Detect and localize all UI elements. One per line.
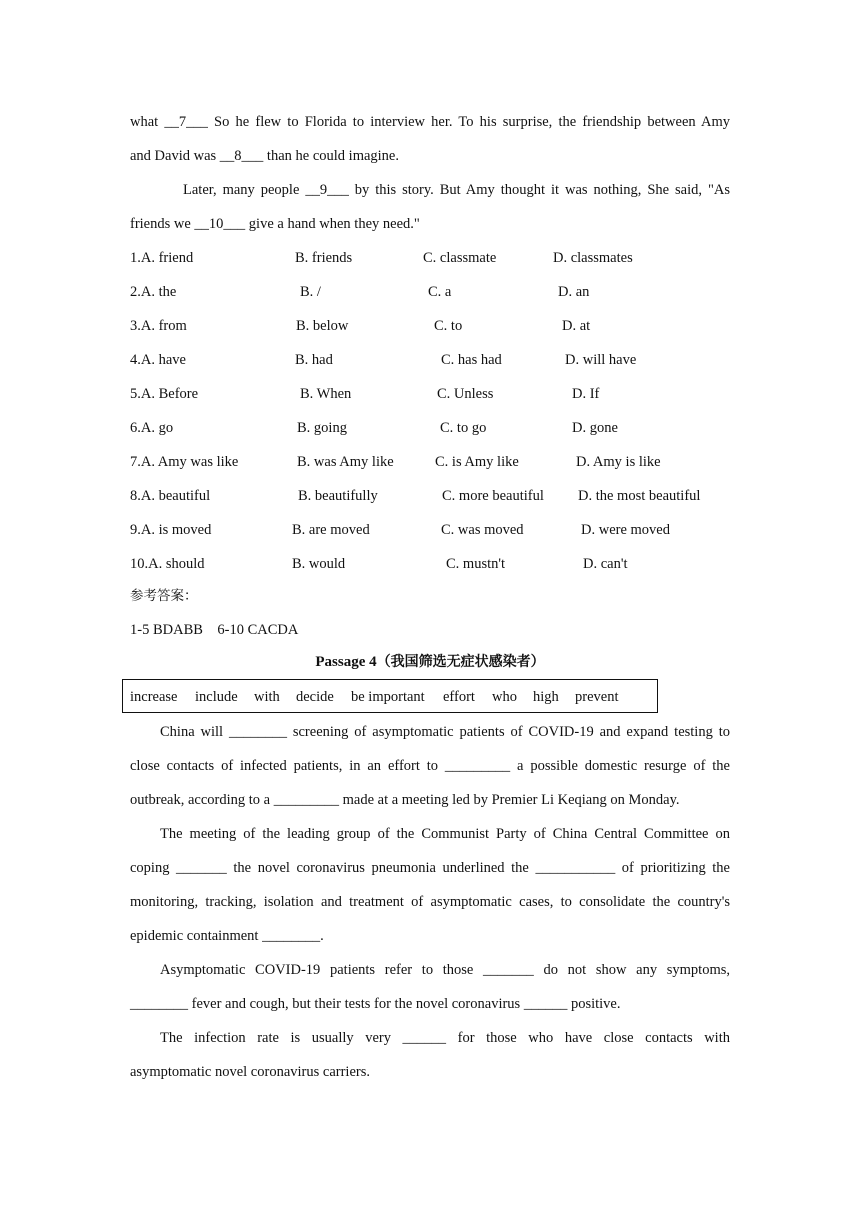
option-d: D. can't (583, 556, 628, 572)
word-bank-item: effort (443, 689, 475, 705)
passage4-line-1: China will ________ screening of asymptomatic patients of COVID-19 and expand testing to (160, 724, 730, 740)
passage4-line-11: asymptomatic novel coronavirus carriers. (130, 1064, 370, 1080)
option-a: 4.A. have (130, 352, 186, 368)
passage4-line-4: The meeting of the leading group of the Communist Party of China Central Committee on (160, 826, 730, 842)
word-bank-item: who (492, 689, 517, 705)
option-b: B. below (296, 318, 349, 334)
option-c: C. more beautiful (442, 488, 544, 504)
passage4-line-10: The infection rate is usually very ______ for those who have close contacts with (160, 1030, 730, 1046)
option-c: C. a (428, 284, 452, 300)
option-row-9 (0, 520, 860, 540)
answer-key: 1-5 BDABB 6-10 CACDA (130, 622, 299, 638)
word-bank-item: decide (296, 689, 334, 705)
passage4-line-2: close contacts of infected patients, in an effort to _________ a possible domestic resurge of the (130, 758, 730, 774)
option-b: B. beautifully (298, 488, 378, 504)
option-b: B. going (297, 420, 347, 436)
word-bank-box (122, 679, 658, 713)
passage4-line-3: outbreak, according to a _________ made at a meeting led by Premier Li Keqiang on Monday. (130, 792, 680, 808)
option-a: 2.A. the (130, 284, 177, 300)
option-d: D. Amy is like (576, 454, 661, 470)
option-c: C. to go (440, 420, 487, 436)
option-d: D. will have (565, 352, 637, 368)
option-a: 7.A. Amy was like (130, 454, 239, 470)
option-a: 1.A. friend (130, 250, 194, 266)
word-bank-item: high (533, 689, 559, 705)
option-row-1 (0, 248, 860, 268)
option-b: B. would (292, 556, 346, 572)
passage4-line-7: epidemic containment ________. (130, 928, 324, 944)
option-d: D. were moved (581, 522, 670, 538)
word-bank-item: prevent (575, 689, 619, 705)
option-a: 3.A. from (130, 318, 187, 334)
option-d: D. classmates (553, 250, 633, 266)
passage4-line-6: monitoring, tracking, isolation and treatment of asymptomatic cases, to consolidate the country's (130, 894, 730, 910)
option-a: 8.A. beautiful (130, 488, 211, 504)
passage4-title-en: Passage 4 (315, 654, 377, 670)
option-d: D. the most beautiful (578, 488, 701, 504)
passage4-line-9: ________ fever and cough, but their tests for the novel coronavirus ______ positive. (130, 996, 621, 1012)
option-a: 5.A. Before (130, 386, 199, 402)
option-b: B. / (300, 284, 321, 300)
option-c: C. mustn't (446, 556, 506, 572)
option-a: 9.A. is moved (130, 522, 212, 538)
option-b: B. are moved (292, 522, 370, 538)
passage4-title (0, 652, 860, 672)
option-row-6 (0, 418, 860, 438)
option-row-3 (0, 316, 860, 336)
option-d: D. at (562, 318, 591, 334)
word-bank-item: be important (351, 689, 425, 705)
passage4-title-cn: （我国筛选无症状感染者） (376, 654, 545, 670)
word-bank-item: increase (130, 689, 178, 705)
option-c: C. Unless (437, 386, 494, 402)
word-bank-item: with (254, 689, 280, 705)
option-row-10 (0, 554, 860, 574)
option-b: B. When (300, 386, 352, 402)
passage4-line-8: Asymptomatic COVID-19 patients refer to those _______ do not show any symptoms, (160, 962, 730, 978)
option-d: D. gone (572, 420, 618, 436)
word-bank-item: include (195, 689, 238, 705)
option-d: D. an (558, 284, 590, 300)
option-row-4 (0, 350, 860, 370)
option-b: B. friends (295, 250, 353, 266)
passage3-line-3: Later, many people __9___ by this story. But Amy thought it was nothing, She said, "As (183, 182, 730, 198)
option-a: 6.A. go (130, 420, 174, 436)
passage4-line-5: coping _______ the novel coronavirus pneumonia underlined the ___________ of prioritizing the (130, 860, 730, 876)
answer-label: 参考答案： (130, 588, 198, 604)
option-row-2 (0, 282, 860, 302)
option-d: D. If (572, 386, 600, 402)
passage3-line-4: friends we __10___ give a hand when they need." (130, 216, 420, 232)
passage3-line-2: and David was __8___ than he could imagine. (130, 148, 399, 164)
option-c: C. classmate (423, 250, 497, 266)
option-c: C. was moved (441, 522, 524, 538)
passage3-line-1: what __7___ So he flew to Florida to interview her. To his surprise, the friendship between Amy (130, 114, 730, 130)
option-b: B. was Amy like (297, 454, 394, 470)
option-c: C. is Amy like (435, 454, 519, 470)
option-b: B. had (295, 352, 333, 368)
option-a: 10.A. should (130, 556, 205, 572)
option-c: C. has had (441, 352, 502, 368)
option-row-8 (0, 486, 860, 506)
option-c: C. to (434, 318, 463, 334)
option-row-5 (0, 384, 860, 404)
option-row-7 (0, 452, 860, 472)
